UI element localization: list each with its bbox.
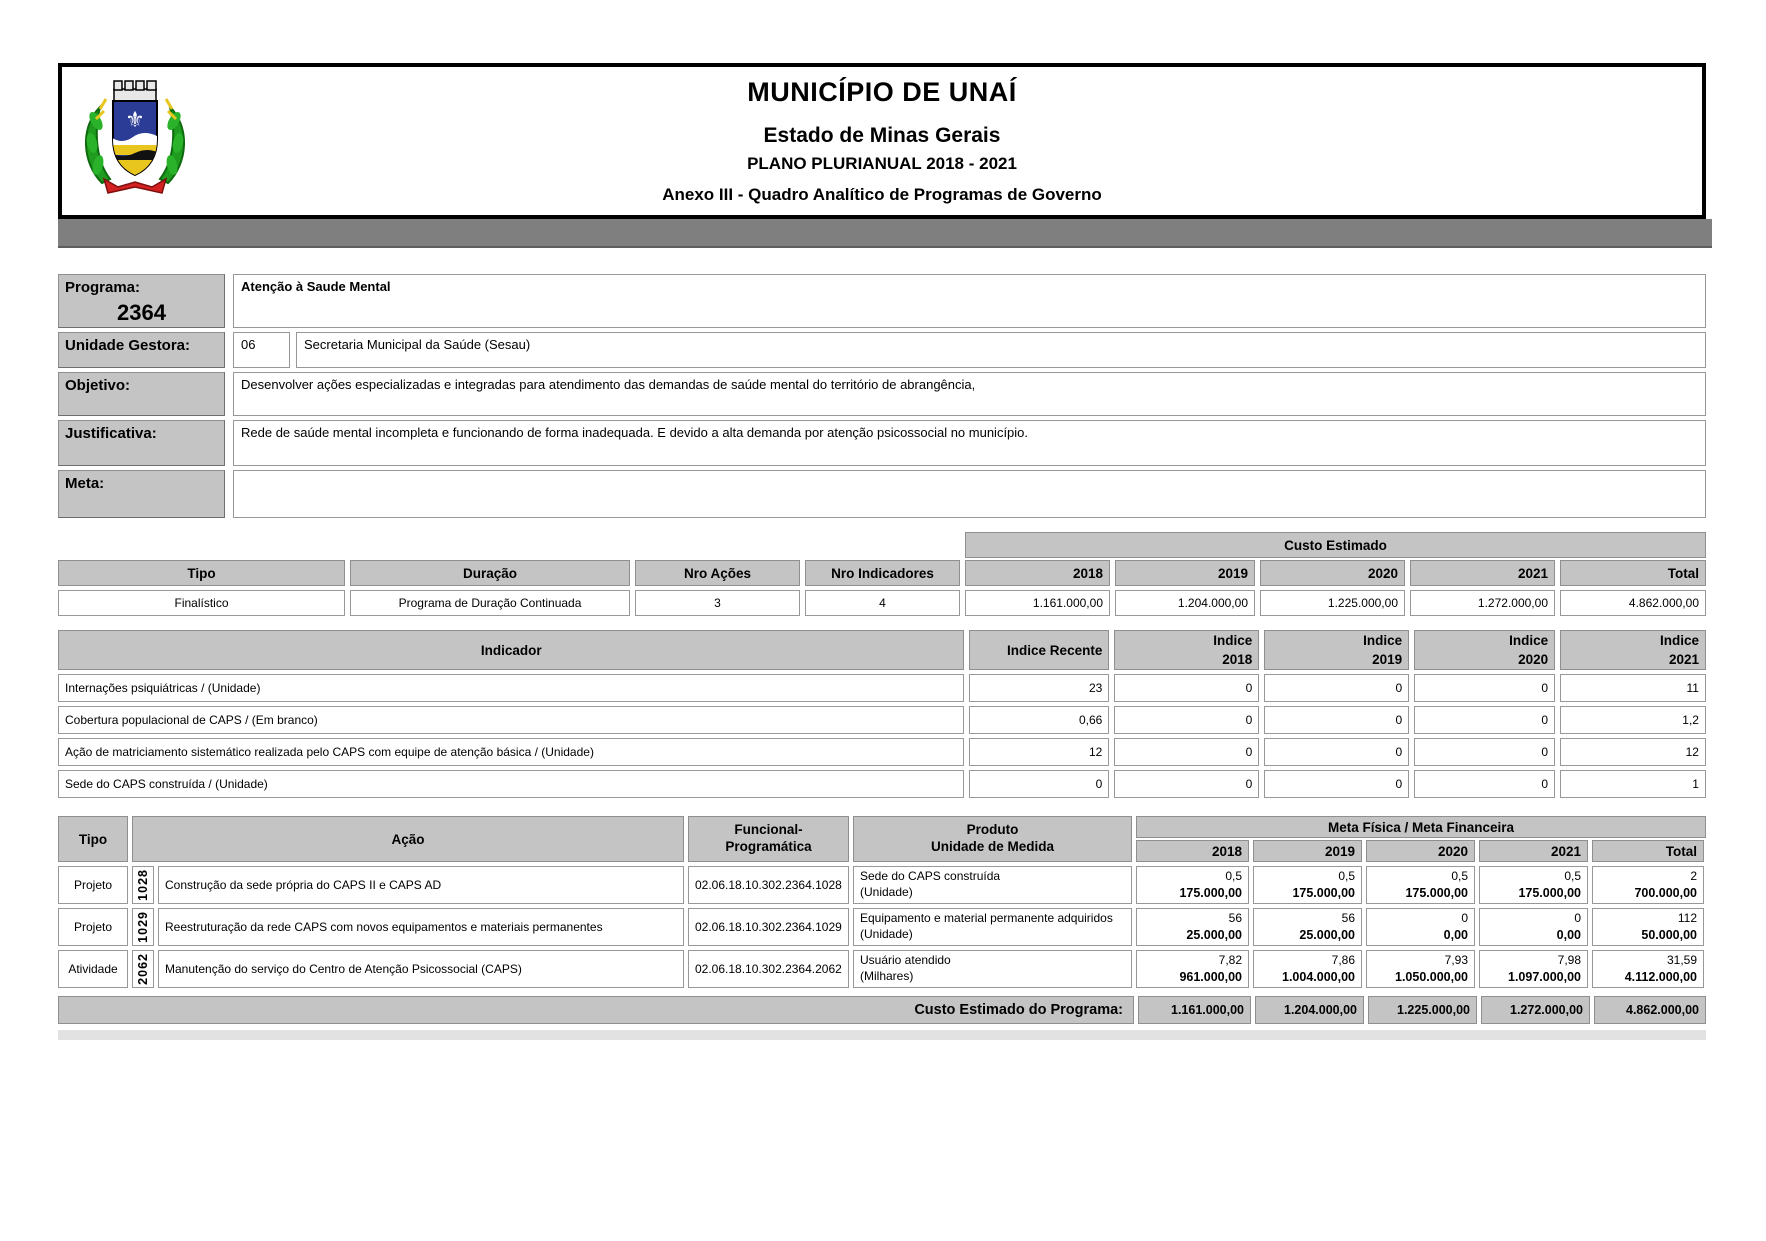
header-titles bbox=[62, 67, 1702, 205]
plan-title: PLANO PLURIANUAL 2018 - 2021 bbox=[747, 154, 1017, 173]
indicator-2020: 0 bbox=[1414, 770, 1555, 798]
justification-value: Rede de saúde mental incompleta e funcionando de forma inadequada. E devido a alta demanda por atenção psicossocial no município. bbox=[233, 420, 1706, 466]
estimated-cost-table bbox=[58, 532, 1706, 616]
meta-fisica: 112 bbox=[1677, 911, 1697, 926]
indice-word: Indice bbox=[1363, 633, 1403, 648]
action-codigo bbox=[132, 950, 154, 988]
col-header-indice-recente: Indice Recente bbox=[969, 630, 1109, 670]
program-name-value: Atenção à Saude Mental bbox=[233, 274, 1706, 328]
action-codigo-vertical: 2062 bbox=[136, 953, 150, 985]
footer-2018: 1.161.000,00 bbox=[1138, 996, 1251, 1024]
action-row bbox=[58, 866, 1706, 904]
action-row bbox=[58, 908, 1706, 946]
municipality-title: MUNICÍPIO DE UNAÍ bbox=[747, 77, 1017, 107]
meta-col-total: Total bbox=[1592, 840, 1704, 862]
meta-fisica: 31,59 bbox=[1666, 953, 1697, 968]
action-tipo: Atividade bbox=[58, 950, 128, 988]
action-descricao: Construção da sede própria do CAPS II e CAPS AD bbox=[158, 866, 684, 904]
produto-nome: Usuário atendido bbox=[860, 953, 951, 968]
indicator-recente: 12 bbox=[969, 738, 1109, 766]
meta-financeira: 175.000,00 bbox=[1292, 885, 1355, 900]
meta-2019 bbox=[1253, 866, 1362, 904]
fleur-de-lis-icon: ⚜ bbox=[125, 107, 145, 132]
meta-2020 bbox=[1366, 908, 1475, 946]
meta-2021 bbox=[1479, 908, 1588, 946]
col-header-nro-indicadores: Nro Indicadores bbox=[805, 560, 960, 586]
indicator-2021: 1 bbox=[1560, 770, 1706, 798]
produto-unidade: (Milhares) bbox=[860, 969, 914, 983]
cost-title-spacer bbox=[58, 532, 965, 558]
meta-financeira: 0,00 bbox=[1443, 927, 1468, 942]
cost-nro-indicadores: 4 bbox=[805, 590, 960, 616]
col-header-2018: 2018 bbox=[965, 560, 1110, 586]
action-produto bbox=[853, 908, 1132, 946]
meta-2018 bbox=[1136, 950, 1249, 988]
cost-total: 4.862.000,00 bbox=[1560, 590, 1706, 616]
cost-2019: 1.204.000,00 bbox=[1115, 590, 1255, 616]
indicator-recente: 0,66 bbox=[969, 706, 1109, 734]
indicator-2019: 0 bbox=[1264, 738, 1409, 766]
justification-label: Justificativa: bbox=[58, 420, 225, 466]
program-info-section bbox=[58, 274, 1706, 518]
produto-line1: Produto bbox=[966, 822, 1019, 838]
indicator-row bbox=[58, 706, 1706, 734]
col-header-acao: Ação bbox=[132, 816, 684, 862]
indicator-row bbox=[58, 770, 1706, 798]
indice-word: Indice bbox=[1213, 633, 1253, 648]
indicator-2020: 0 bbox=[1414, 738, 1555, 766]
mural-crown bbox=[114, 81, 156, 101]
col-header-total: Total bbox=[1560, 560, 1706, 586]
meta-header-group bbox=[1136, 816, 1706, 862]
action-tipo: Projeto bbox=[58, 908, 128, 946]
ribbon bbox=[104, 179, 166, 193]
indicator-recente: 0 bbox=[969, 770, 1109, 798]
meta-financeira: 25.000,00 bbox=[1299, 927, 1355, 942]
produto-unidade: (Unidade) bbox=[860, 885, 913, 899]
meta-financeira: 175.000,00 bbox=[1518, 885, 1581, 900]
col-header-indice-2019 bbox=[1264, 630, 1409, 670]
cost-data-row bbox=[58, 590, 1706, 616]
action-codigo-vertical: 1029 bbox=[136, 911, 150, 943]
produto-nome: Sede do CAPS construída bbox=[860, 869, 1001, 884]
unit-code-value: 06 bbox=[233, 332, 290, 368]
indicator-2018: 0 bbox=[1114, 674, 1259, 702]
objective-value: Desenvolver ações especializadas e integradas para atendimento das demandas de saúde mental do território de abrangência, bbox=[233, 372, 1706, 416]
col-header-tipo: Tipo bbox=[58, 816, 128, 862]
meta-fisica: 56 bbox=[1341, 911, 1355, 926]
cost-duracao: Programa de Duração Continuada bbox=[350, 590, 630, 616]
meta-fisica: 2 bbox=[1690, 869, 1697, 884]
indice-year: 2021 bbox=[1668, 652, 1700, 667]
meta-total bbox=[1592, 866, 1704, 904]
meta-label: Meta: bbox=[58, 470, 225, 518]
meta-financeira: 961.000,00 bbox=[1179, 969, 1242, 984]
meta-financeira: 175.000,00 bbox=[1179, 885, 1242, 900]
col-header-produto-unidade bbox=[853, 816, 1132, 862]
cost-2020: 1.225.000,00 bbox=[1260, 590, 1405, 616]
meta-2020 bbox=[1366, 950, 1475, 988]
footer-2019: 1.204.000,00 bbox=[1255, 996, 1364, 1024]
col-header-2019: 2019 bbox=[1115, 560, 1255, 586]
meta-years-row bbox=[1136, 840, 1706, 862]
meta-fisica-financeira-title: Meta Física / Meta Financeira bbox=[1136, 816, 1706, 838]
footer-2021: 1.272.000,00 bbox=[1481, 996, 1590, 1024]
meta-2021 bbox=[1479, 950, 1588, 988]
produto-unidade: (Unidade) bbox=[860, 927, 913, 941]
actions-header-row bbox=[58, 816, 1706, 862]
action-produto bbox=[853, 866, 1132, 904]
indicator-2018: 0 bbox=[1114, 738, 1259, 766]
meta-fisica: 7,82 bbox=[1218, 953, 1242, 968]
meta-col-2020: 2020 bbox=[1366, 840, 1475, 862]
meta-financeira: 1.004.000,00 bbox=[1282, 969, 1355, 984]
justification-row bbox=[58, 420, 1706, 466]
footer-shadow-band bbox=[58, 1030, 1706, 1040]
meta-financeira: 50.000,00 bbox=[1641, 927, 1697, 942]
meta-fisica: 7,98 bbox=[1557, 953, 1581, 968]
indicator-name: Sede do CAPS construída / (Unidade) bbox=[58, 770, 964, 798]
meta-2019 bbox=[1253, 908, 1362, 946]
meta-col-2021: 2021 bbox=[1479, 840, 1588, 862]
meta-2018 bbox=[1136, 908, 1249, 946]
col-header-indice-2020 bbox=[1414, 630, 1555, 670]
produto-line2: Unidade de Medida bbox=[930, 839, 1055, 854]
footer-2020: 1.225.000,00 bbox=[1368, 996, 1477, 1024]
meta-financeira: 1.097.000,00 bbox=[1508, 969, 1581, 984]
meta-fisica: 0,5 bbox=[1225, 869, 1242, 884]
indicator-2021: 12 bbox=[1560, 738, 1706, 766]
col-header-indice-2018 bbox=[1114, 630, 1259, 670]
report-header bbox=[58, 63, 1706, 219]
program-label: Programa: bbox=[65, 279, 141, 296]
produto-nome: Equipamento e material permanente adquiridos bbox=[860, 911, 1113, 926]
meta-financeira: 175.000,00 bbox=[1405, 885, 1468, 900]
funcional-line1: Funcional- bbox=[734, 822, 803, 838]
action-codigo bbox=[132, 908, 154, 946]
col-header-tipo: Tipo bbox=[58, 560, 345, 586]
action-tipo: Projeto bbox=[58, 866, 128, 904]
meta-fisica: 0,5 bbox=[1338, 869, 1355, 884]
action-descricao: Manutenção do serviço do Centro de Atenção Psicossocial (CAPS) bbox=[158, 950, 684, 988]
indicator-2020: 0 bbox=[1414, 674, 1555, 702]
meta-financeira: 25.000,00 bbox=[1186, 927, 1242, 942]
action-funcional: 02.06.18.10.302.2364.1028 bbox=[688, 866, 849, 904]
action-descricao: Reestruturação da rede CAPS com novos equipamentos e materiais permanentes bbox=[158, 908, 684, 946]
meta-fisica: 56 bbox=[1228, 911, 1242, 926]
meta-fisica: 0 bbox=[1461, 911, 1468, 926]
indicator-recente: 23 bbox=[969, 674, 1109, 702]
col-header-duracao: Duração bbox=[350, 560, 630, 586]
meta-2019 bbox=[1253, 950, 1362, 988]
indicator-2019: 0 bbox=[1264, 770, 1409, 798]
indicator-header-row bbox=[58, 630, 1706, 670]
indice-year: 2018 bbox=[1222, 652, 1253, 667]
indicator-2021: 11 bbox=[1560, 674, 1706, 702]
action-codigo-vertical: 1028 bbox=[136, 869, 150, 901]
indice-year: 2020 bbox=[1518, 652, 1549, 667]
meta-row bbox=[58, 470, 1706, 518]
unit-name-value: Secretaria Municipal da Saúde (Sesau) bbox=[296, 332, 1706, 368]
municipality-coat-of-arms bbox=[74, 75, 196, 207]
action-produto bbox=[853, 950, 1132, 988]
indicator-2018: 0 bbox=[1114, 706, 1259, 734]
cost-2018: 1.161.000,00 bbox=[965, 590, 1110, 616]
program-label-cell bbox=[58, 274, 225, 328]
indicator-2021: 1,2 bbox=[1560, 706, 1706, 734]
meta-financeira: 0,00 bbox=[1556, 927, 1581, 942]
objective-row bbox=[58, 372, 1706, 416]
footer-label: Custo Estimado do Programa: bbox=[58, 996, 1134, 1024]
col-header-funcional-programatica bbox=[688, 816, 849, 862]
cost-tipo: Finalístico bbox=[58, 590, 345, 616]
meta-value bbox=[233, 470, 1706, 518]
footer-total: 4.862.000,00 bbox=[1594, 996, 1706, 1024]
meta-2020 bbox=[1366, 866, 1475, 904]
indicator-2019: 0 bbox=[1264, 674, 1409, 702]
indice-word: Indice bbox=[1660, 633, 1700, 648]
meta-col-2019: 2019 bbox=[1253, 840, 1362, 862]
indicator-name: Internações psiquiátricas / (Unidade) bbox=[58, 674, 964, 702]
meta-fisica: 7,93 bbox=[1444, 953, 1468, 968]
cost-2021: 1.272.000,00 bbox=[1410, 590, 1555, 616]
program-cost-footer bbox=[58, 996, 1706, 1024]
action-funcional: 02.06.18.10.302.2364.1029 bbox=[688, 908, 849, 946]
actions-table bbox=[58, 816, 1706, 988]
cost-header-row bbox=[58, 560, 1706, 586]
col-header-nro-acoes: Nro Ações bbox=[635, 560, 800, 586]
objective-label: Objetivo: bbox=[58, 372, 225, 416]
col-header-indicador: Indicador bbox=[58, 630, 964, 670]
col-header-indice-2021 bbox=[1560, 630, 1706, 670]
annex-title: Anexo III - Quadro Analítico de Programas de Governo bbox=[662, 185, 1102, 204]
meta-total bbox=[1592, 908, 1704, 946]
program-number: 2364 bbox=[117, 300, 166, 325]
meta-2021 bbox=[1479, 866, 1588, 904]
cost-title: Custo Estimado bbox=[965, 532, 1706, 558]
indicator-2020: 0 bbox=[1414, 706, 1555, 734]
meta-financeira: 700.000,00 bbox=[1634, 885, 1697, 900]
indicator-table bbox=[58, 630, 1706, 798]
meta-col-2018: 2018 bbox=[1136, 840, 1249, 862]
meta-fisica: 0,5 bbox=[1451, 869, 1468, 884]
meta-fisica: 7,86 bbox=[1331, 953, 1355, 968]
meta-total bbox=[1592, 950, 1704, 988]
meta-2018 bbox=[1136, 866, 1249, 904]
action-row bbox=[58, 950, 1706, 988]
indice-word: Indice bbox=[1509, 633, 1549, 648]
col-header-2021: 2021 bbox=[1410, 560, 1555, 586]
indice-year: 2019 bbox=[1372, 652, 1403, 667]
indicator-row bbox=[58, 738, 1706, 766]
state-subtitle: Estado de Minas Gerais bbox=[763, 124, 1001, 147]
funcional-line2: Programática bbox=[725, 839, 812, 854]
document-content bbox=[58, 63, 1706, 1040]
indicator-row bbox=[58, 674, 1706, 702]
management-unit-row bbox=[58, 332, 1706, 368]
unit-label: Unidade Gestora: bbox=[58, 332, 225, 368]
program-row bbox=[58, 274, 1706, 328]
indicator-2018: 0 bbox=[1114, 770, 1259, 798]
indicator-name: Cobertura populacional de CAPS / (Em branco) bbox=[58, 706, 964, 734]
meta-financeira: 1.050.000,00 bbox=[1395, 969, 1468, 984]
col-header-2020: 2020 bbox=[1260, 560, 1405, 586]
meta-financeira: 4.112.000,00 bbox=[1624, 969, 1697, 984]
indicator-name: Ação de matriciamento sistemático realizada pelo CAPS com equipe de atenção básica / (Unidade) bbox=[58, 738, 964, 766]
cost-title-row bbox=[58, 532, 1706, 558]
action-funcional: 02.06.18.10.302.2364.2062 bbox=[688, 950, 849, 988]
meta-fisica: 0,5 bbox=[1564, 869, 1581, 884]
action-codigo bbox=[132, 866, 154, 904]
meta-fisica: 0 bbox=[1574, 911, 1581, 926]
header-separator-band bbox=[58, 219, 1712, 248]
cost-nro-acoes: 3 bbox=[635, 590, 800, 616]
indicator-2019: 0 bbox=[1264, 706, 1409, 734]
